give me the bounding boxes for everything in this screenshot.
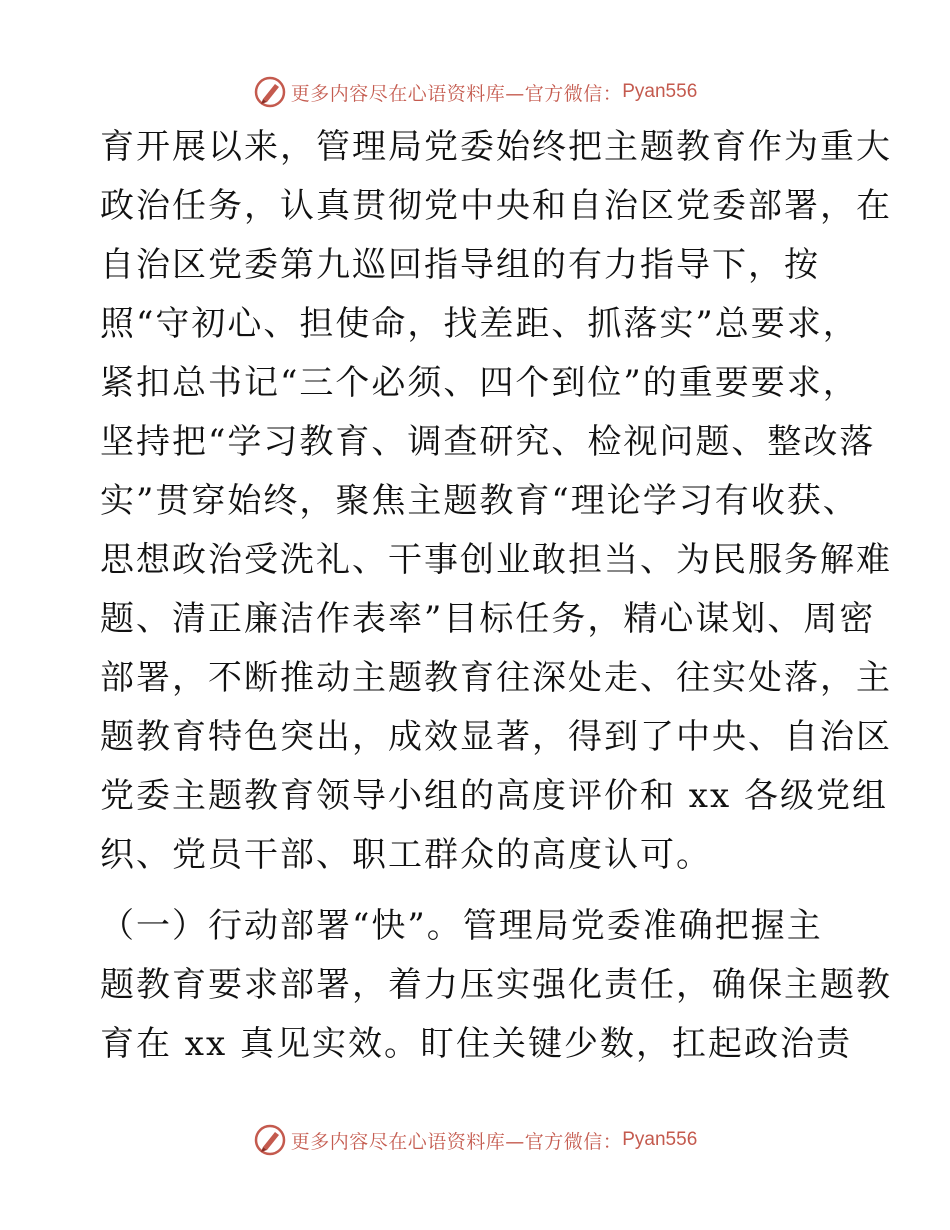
text-line: 紧扣总书记“三个必须、四个到位”的重要要求， (100, 363, 859, 403)
text-line: 织、党员干部、职工群众的高度认可。 (100, 835, 712, 875)
pen-in-circle-logo-icon (253, 75, 287, 109)
text-line: 照“守初心、担使命，找差距、抓落实”总要求， (100, 304, 859, 344)
text-line: 部署，不断推动主题教育往深处走、往实处落，主 (100, 658, 892, 698)
text-line: （一）行动部署“快”。管理局党委准确把握主 (100, 906, 823, 946)
text-line: 育在 xx 真见实效。盯住关键少数，扛起政治责 (100, 1024, 852, 1064)
text-line: 坚持把“学习教育、调查研究、检视问题、整改落 (100, 422, 876, 462)
text-line: 政治任务，认真贯彻党中央和自治区党委部署，在 (100, 186, 892, 226)
text-line: 自治区党委第九巡回指导组的有力指导下，按 (100, 245, 820, 285)
footer-watermark (0, 1120, 950, 1160)
text-line: 题教育特色突出，成效显著，得到了中央、自治区 (100, 717, 892, 757)
watermark-text: 更多内容尽在心语资料库—官方微信： (290, 1130, 623, 1153)
text-line: 题教育要求部署，着力压实强化责任，确保主题教 (100, 965, 892, 1005)
document-body (100, 118, 892, 1074)
watermark-handle: Pyan556 (622, 1129, 698, 1150)
pen-in-circle-logo-icon (253, 1123, 287, 1157)
text-line: 党委主题教育领导小组的高度评价和 xx 各级党组 (100, 776, 888, 816)
paragraph (100, 897, 892, 1074)
header-watermark (0, 72, 950, 112)
paragraph (100, 118, 892, 885)
watermark-handle: Pyan556 (622, 81, 698, 102)
text-line: 思想政治受洗礼、干事创业敢担当、为民服务解难 (100, 540, 892, 580)
watermark-text: 更多内容尽在心语资料库—官方微信： (290, 82, 623, 105)
text-line: 育开展以来，管理局党委始终把主题教育作为重大 (100, 127, 892, 167)
text-line: 实”贯穿始终，聚焦主题教育“理论学习有收获、 (100, 481, 859, 521)
text-line: 题、清正廉洁作表率”目标任务，精心谋划、周密 (100, 599, 876, 639)
